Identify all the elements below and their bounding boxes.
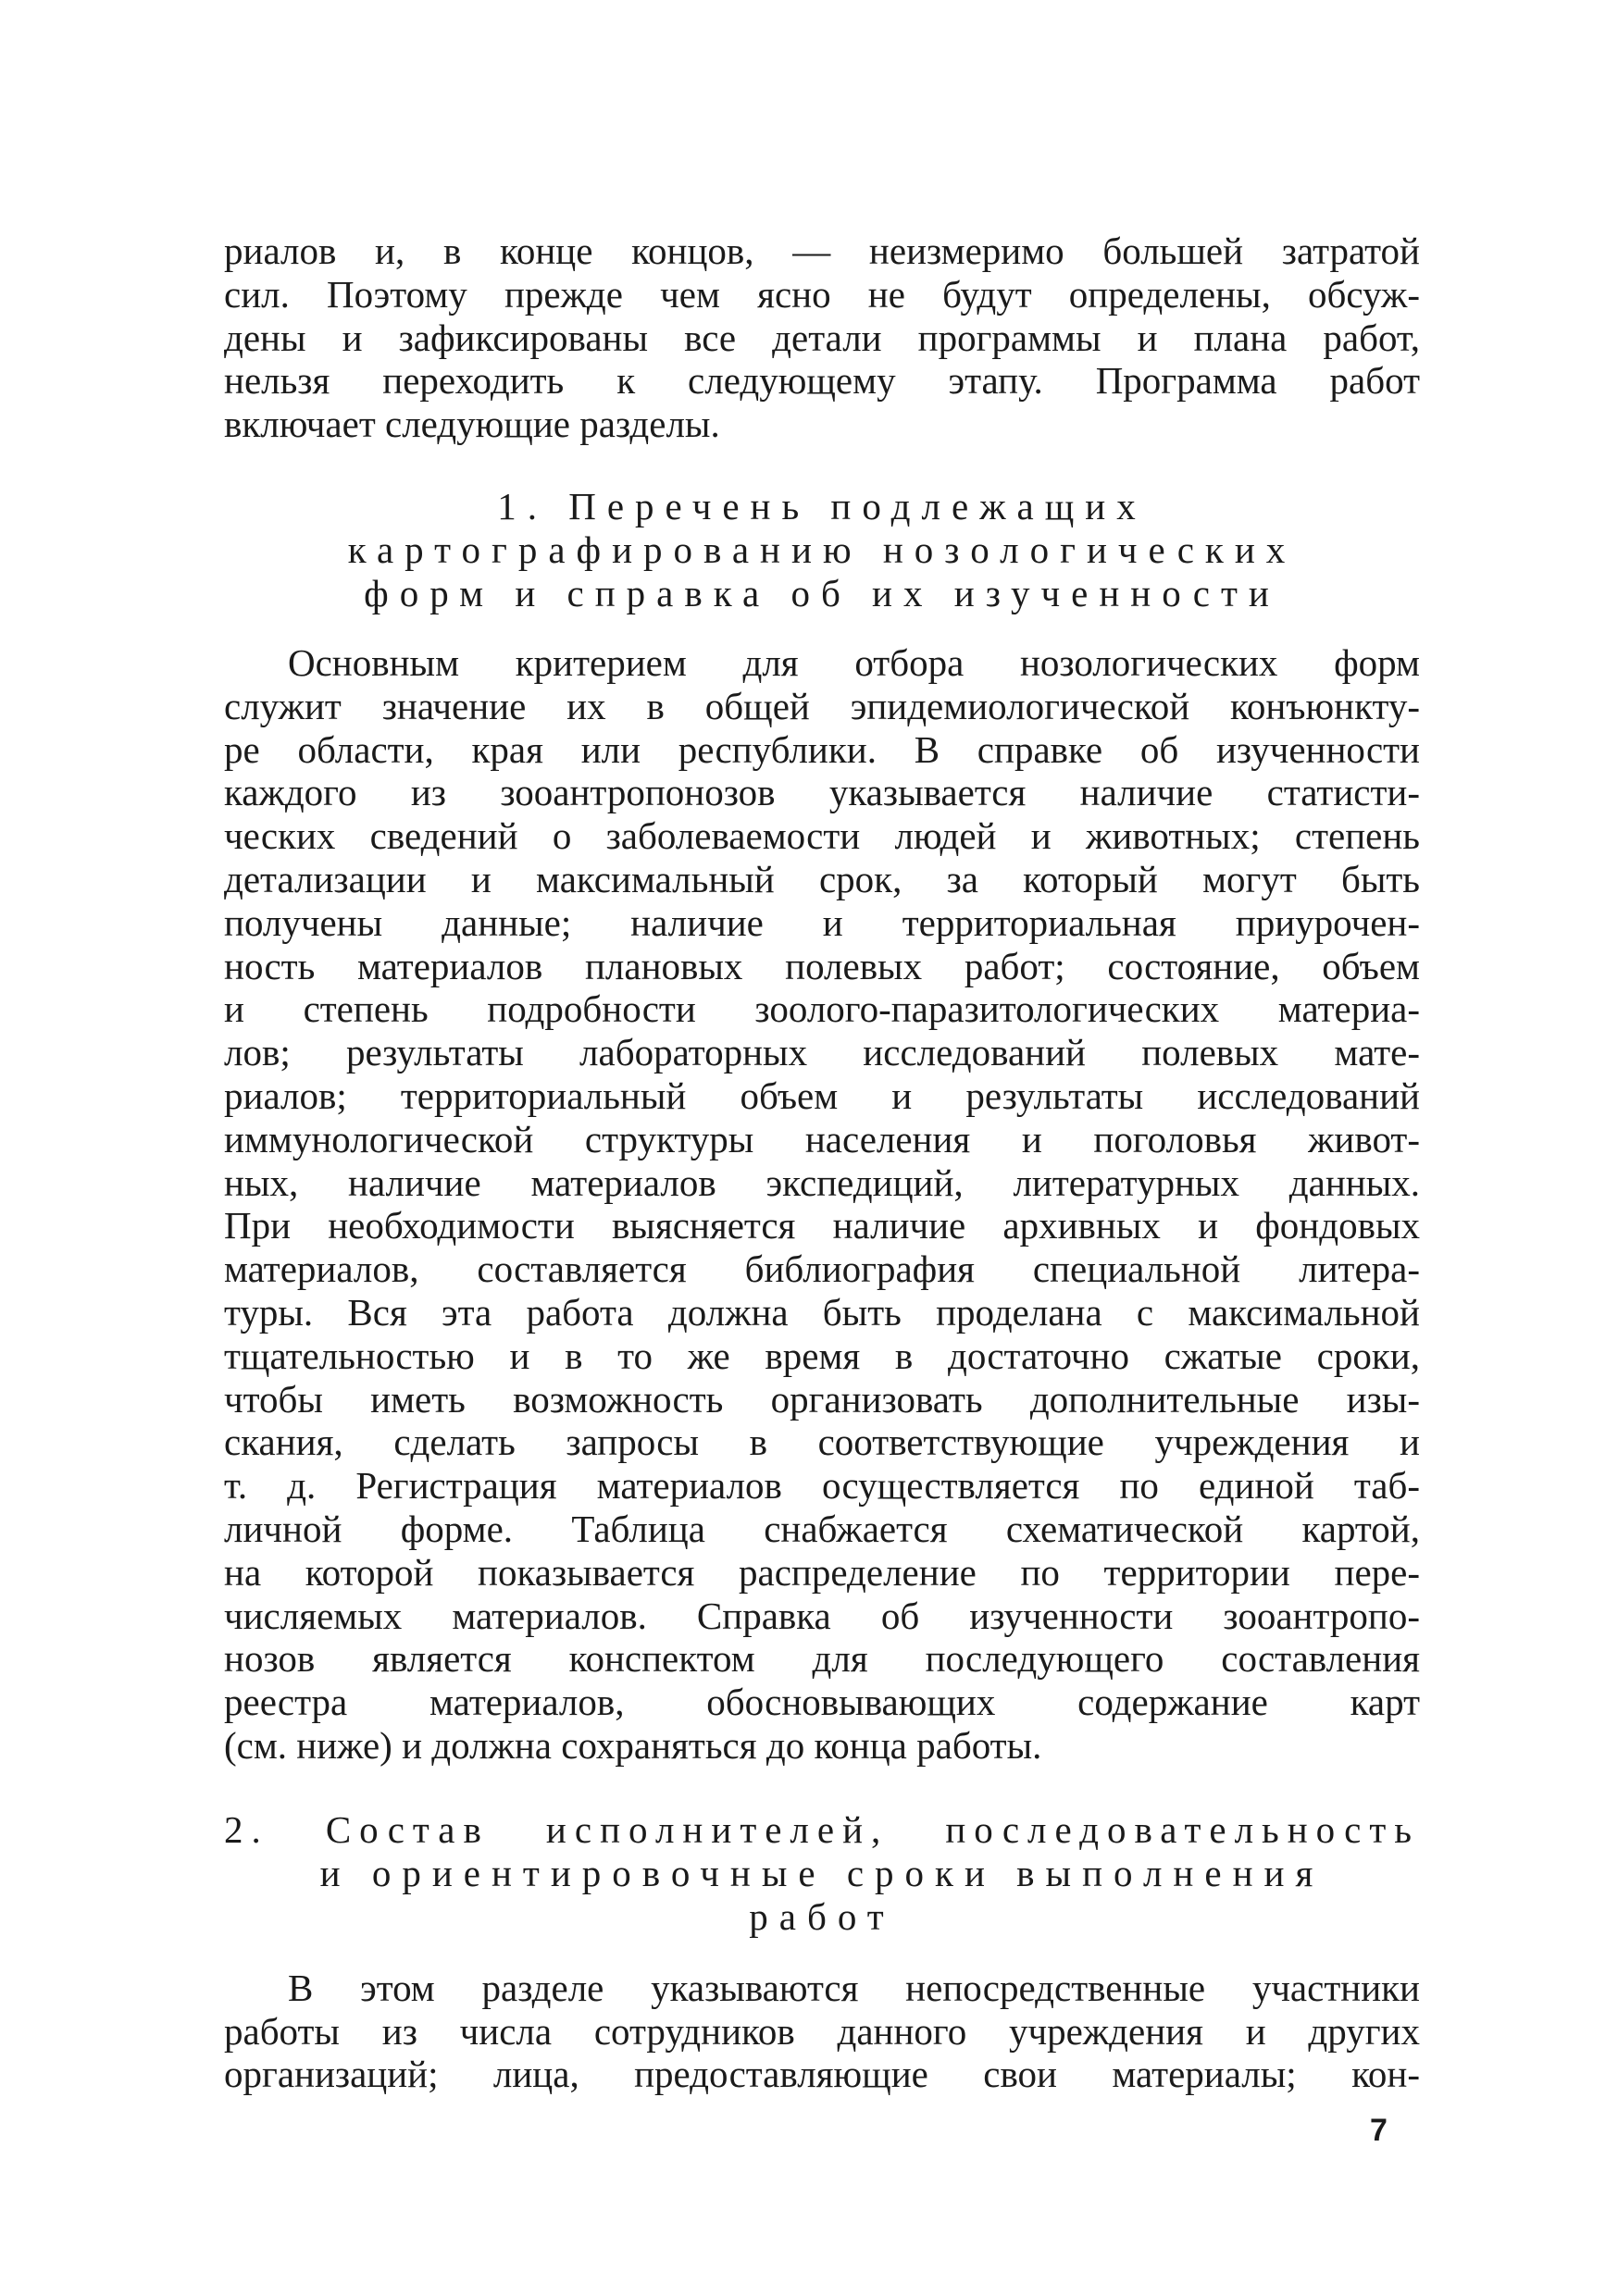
text-line: дены и зафиксированы все детали программы и плана работ, [224, 316, 1420, 359]
text-line: (см. ниже) и должна сохраняться до конца работы. [224, 1723, 1042, 1767]
text-line: материалов, составляется библиография специальной литера- [224, 1247, 1420, 1291]
text-line: нельзя переходить к следующему этапу. Программа работ [224, 359, 1420, 403]
text-line: нозов является конспектом для последующего составления [224, 1637, 1420, 1681]
page-body [224, 230, 1420, 2096]
text-line: включает следующие разделы. [224, 403, 720, 446]
heading-line: 1. Перечень подлежащих [497, 484, 1147, 527]
heading-line: форм и справка об их изученности [364, 571, 1280, 614]
page-number: 7 [1370, 2113, 1388, 2148]
text-line: получены данные; наличие и территориальная приурочен- [224, 900, 1420, 944]
section-2-heading [224, 1808, 1420, 1939]
text-line: ных, наличие материалов экспедиций, литературных данных. [224, 1160, 1420, 1204]
text-line: т. д. Регистрация материалов осуществляется по единой таб- [224, 1464, 1420, 1508]
text-line: тщательностью и в то же время в достаточно сжатые сроки, [224, 1334, 1420, 1377]
text-line: служит значение их в общей эпидемиологической конъюнкту- [224, 684, 1420, 727]
heading-line: и ориентировочные сроки выполнения [319, 1851, 1325, 1894]
text-line: на которой показывается распределение по территории пере- [224, 1550, 1420, 1594]
text-line: лов; результаты лабораторных исследований полевых мате- [224, 1031, 1420, 1074]
text-line: скания, сделать запросы в соответствующие учреждения и [224, 1421, 1420, 1464]
text-line: ре области, края или республики. В справке об изученности [224, 727, 1420, 771]
text-line: ческих сведений о заболеваемости людей и животных; степень [224, 814, 1420, 858]
text-line: Основным критерием для отбора нозологических форм [288, 640, 1420, 684]
heading-line: работ [749, 1894, 895, 1938]
text-line: При необходимости выясняется наличие архивных и фондовых [224, 1204, 1420, 1247]
text-line: числяемых материалов. Справка об изученности зооантропо- [224, 1594, 1420, 1637]
intro-paragraph [224, 230, 1420, 446]
heading-line: картографированию нозологических [347, 527, 1297, 571]
text-line: организаций; лица, предоставляющие свои материалы; кон- [224, 2053, 1420, 2096]
text-line: и степень подробности зоолого-паразитологических материа- [224, 987, 1420, 1031]
text-line: риалов и, в конце концов, — неизмеримо большей затратой [224, 230, 1420, 272]
text-line: сил. Поэтому прежде чем ясно не будут определены, обсуж- [224, 272, 1420, 316]
text-line: личной форме. Таблица снабжается схематической картой, [224, 1507, 1420, 1550]
text-line: риалов; территориальный объем и результаты исследований [224, 1074, 1420, 1117]
text-line: каждого из зооантропонозов указывается наличие статисти- [224, 771, 1420, 814]
text-line: В этом разделе указываются непосредственные участники [288, 1966, 1420, 2009]
text-line: иммунологической структуры населения и поголовья живот- [224, 1117, 1420, 1160]
heading-line: 2. Состав исполнителей, последовательность [224, 1807, 1420, 1851]
text-line: детализации и максимальный срок, за который могут быть [224, 857, 1420, 900]
text-line: туры. Вся эта работа должна быть проделана с максимальной [224, 1290, 1420, 1334]
text-line: ность материалов плановых полевых работ; состояние, объем [224, 944, 1420, 987]
section-1-paragraph [224, 641, 1420, 1768]
section-1-heading [224, 485, 1420, 615]
text-line: реестра материалов, обосновывающих содержание карт [224, 1681, 1420, 1724]
section-2-paragraph [224, 1967, 1420, 2096]
text-line: чтобы иметь возможность организовать дополнительные изы- [224, 1377, 1420, 1421]
text-line: работы из числа сотрудников данного учреждения и других [224, 2009, 1420, 2053]
